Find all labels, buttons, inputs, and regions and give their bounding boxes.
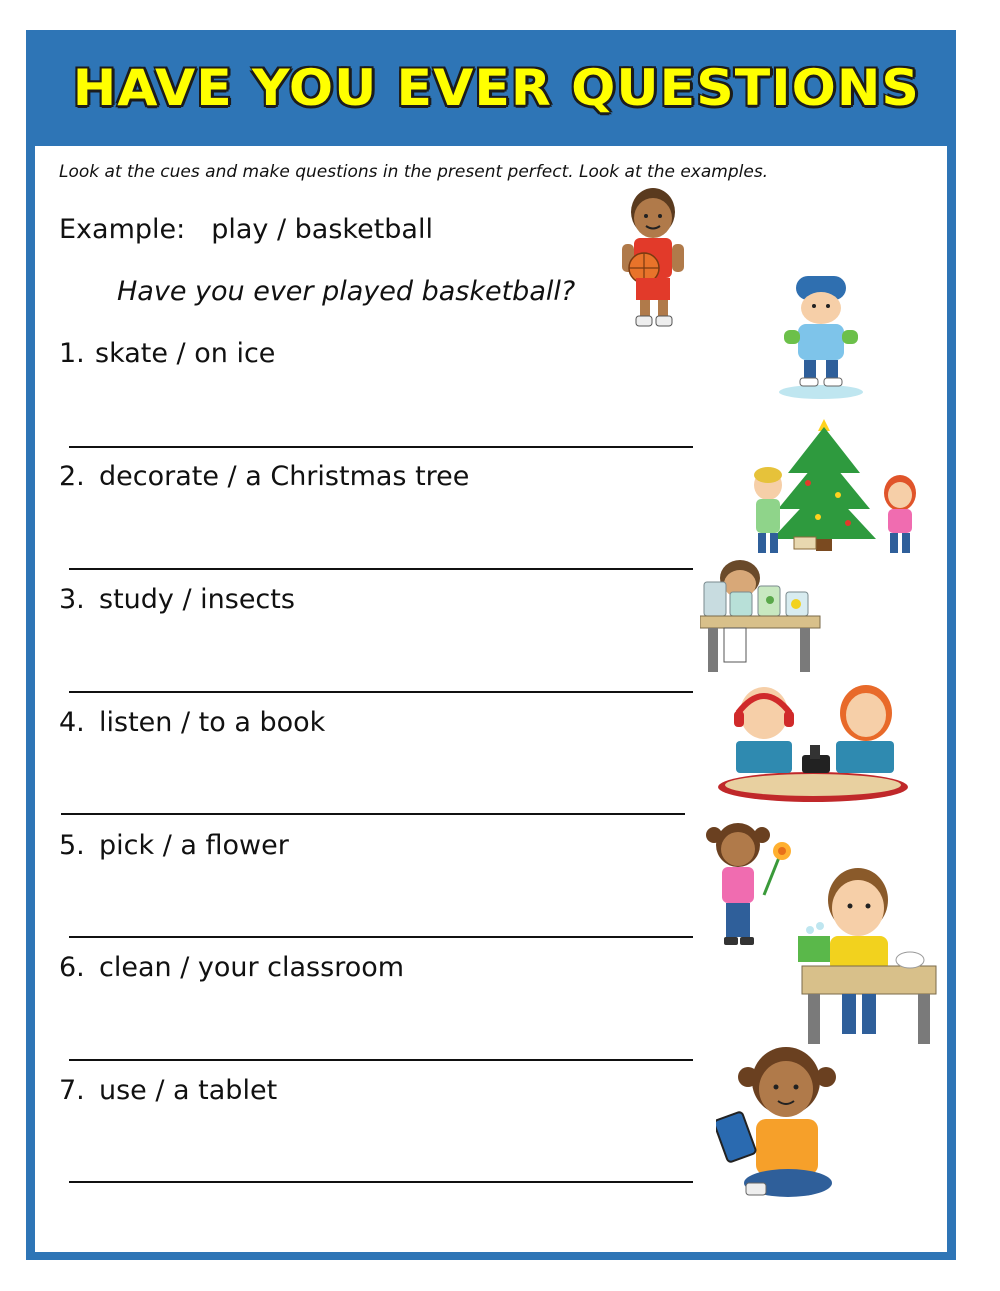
answer-line-7[interactable] bbox=[69, 1181, 693, 1183]
item-number: 2. bbox=[59, 461, 85, 492]
boy-cleaning-desk-illustration bbox=[798, 866, 938, 1046]
item-cue: decorate / a Christmas tree bbox=[99, 461, 470, 492]
girl-flower-illustration bbox=[702, 815, 802, 947]
item-number: 1. bbox=[59, 338, 85, 369]
item-number: 6. bbox=[59, 952, 85, 983]
item-number: 5. bbox=[59, 830, 85, 861]
answer-line-3[interactable] bbox=[69, 691, 693, 693]
book-shape bbox=[836, 741, 894, 773]
answer-line-2[interactable] bbox=[69, 568, 693, 570]
coat-shape bbox=[798, 324, 844, 360]
shirt-shape bbox=[756, 1119, 818, 1175]
bee-icon bbox=[791, 599, 801, 609]
header-banner bbox=[26, 30, 956, 146]
question-item-3 bbox=[59, 584, 295, 615]
example-cue-line bbox=[59, 214, 433, 245]
page-title: HAVE YOU EVER QUESTIONS bbox=[72, 59, 920, 117]
book-shape bbox=[736, 741, 792, 773]
boy-basketball-illustration bbox=[618, 188, 688, 333]
item-cue: clean / your classroom bbox=[99, 952, 405, 983]
girl-tablet-illustration bbox=[716, 1043, 856, 1201]
boy-insect-jars-illustration bbox=[700, 556, 826, 676]
item-cue: study / insects bbox=[99, 584, 295, 615]
bug-icon bbox=[766, 596, 774, 604]
bucket-icon bbox=[798, 936, 830, 962]
tablet-icon bbox=[716, 1111, 757, 1163]
example-label: Example: bbox=[59, 214, 186, 245]
kids-christmas-tree-illustration bbox=[748, 413, 924, 558]
question-item-2 bbox=[59, 461, 469, 492]
shirt-shape bbox=[722, 867, 754, 903]
kids-audiobook-illustration bbox=[716, 683, 911, 803]
example-cue: play / basketball bbox=[211, 214, 433, 245]
item-number: 4. bbox=[59, 707, 85, 738]
question-item-4 bbox=[59, 707, 325, 738]
answer-line-5[interactable] bbox=[69, 936, 693, 938]
face-shape bbox=[634, 198, 672, 238]
item-number: 3. bbox=[59, 584, 85, 615]
answer-line-6[interactable] bbox=[69, 1059, 693, 1061]
question-item-1 bbox=[59, 338, 275, 369]
question-item-5 bbox=[59, 830, 289, 861]
item-cue: use / a tablet bbox=[99, 1075, 278, 1106]
item-number: 7. bbox=[59, 1075, 85, 1106]
question-item-7 bbox=[59, 1075, 277, 1106]
question-item-6 bbox=[59, 952, 404, 983]
example-answer: Have you ever played basketball? bbox=[117, 276, 576, 307]
answer-line-1[interactable] bbox=[69, 446, 693, 448]
item-cue: listen / to a book bbox=[99, 707, 326, 738]
item-cue: skate / on ice bbox=[95, 338, 276, 369]
answer-line-4[interactable] bbox=[61, 813, 685, 815]
item-cue: pick / a flower bbox=[99, 830, 289, 861]
boy-ice-skating-illustration bbox=[776, 272, 866, 400]
instructions-text: Look at the cues and make questions in the present perfect. Look at the examples. bbox=[59, 162, 769, 182]
